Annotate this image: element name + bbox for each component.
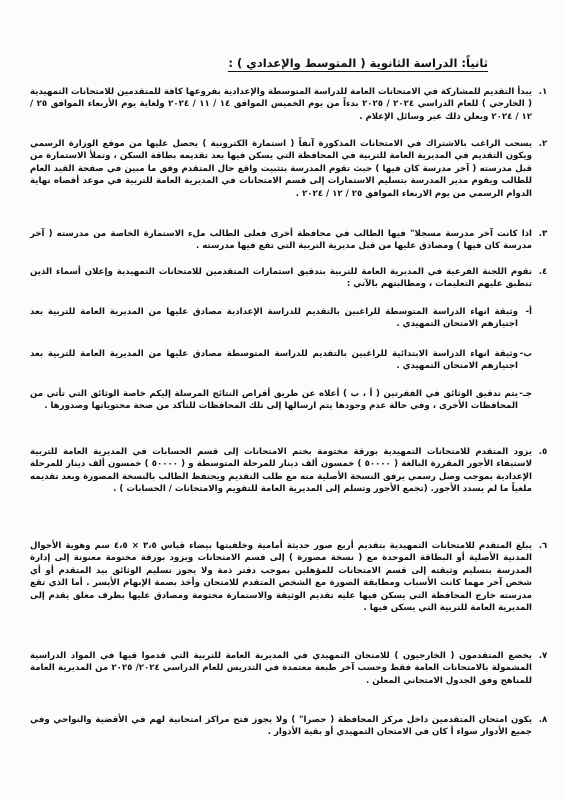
paragraph-number: ٢. (538, 139, 548, 149)
paragraph-text: يزود المتقدم للامتحانات التمهيدية بورقة مختومة بختم الامتحانات إلى قسم الحسابات في المديرية العامة للتربية لاستيفاء الأجور المقررة البالغة ( ٥٠٠٠٠ ) خمسون ألف دينار للمرحلة المتوسطة و ( ٥٠٠٠٠ ) خمسون ألف دينار للمرحلة الإعدادية بموجب وصل رسمي يرفق النسخة الأصلية منه مع طلب التقديم ويحتفظ الطالب بالنسخة المصورة وبعد تقديمه ملغياً ما لم يسدد الأجور. (تجمع الأجور وتسلم إلى المديرية العامة للتقويم والامتحانات / الحسابات ) . (30, 447, 532, 495)
paragraph-text: يكون امتحان المتقدمين داخل مركز المحافظة ( حصرا" ) ولا يجوز فتح مراكز امتحانية لهم في الأقضية والنواحي وفي جميع الأدوار سواء أ كان في الامتحان التمهيدي أو بقية الأدوار . (30, 715, 532, 738)
paragraph-3 (30, 228, 546, 253)
subitem-mark: جـ- (519, 389, 532, 399)
subitem-b (30, 348, 546, 373)
paragraph-text: يبدأ التقديم للمشاركة في الامتحانات العامة للدراسة المتوسطة والإعدادية بفروعها كافة للمتقدمين للامتحانات التمهيدية ( الخارجي ) للعام الدراسي ٢٠٢٤ / ٢٠٢٥ بدءاً من يوم الخميس الموافق ١٤ / ١١ / ٢٠٢٤ ولغاية يوم الأربعاء الموافق ٢٥ / ١٢ / ٢٠٢٤ ويعلن ذلك عبر وسائل الإعلام . (30, 87, 533, 122)
subitem-text: وثيقة انهاء الدراسة الابتدائية للراغبين بالتقديم للدراسة المتوسطة مصادق عليها من المديرية العامة للتربية بعد اجتيازهم الامتحان التمهيدي . (30, 349, 518, 372)
paragraph-number: ٣. (538, 229, 548, 239)
subitem-c (30, 388, 546, 413)
paragraph-5 (30, 446, 546, 496)
paragraph-number: ٨. (538, 715, 548, 725)
paragraph-2 (30, 138, 546, 200)
subitem-mark: أ- (525, 307, 532, 317)
subitem-text: وثيقة انهاء الدراسة المتوسطة للراغبين بالتقديم للدراسة الإعدادية مصادق عليها من المديرية العامة للتربية بعد اجتيازهم الامتحان التمهيدي . (30, 307, 518, 330)
section-heading: ثانياً: الدراسة الثانوية ( المتوسط والإعدادي ) : (228, 56, 488, 70)
paragraph-number: ٤. (538, 267, 548, 277)
paragraph-text: يبلغ المتقدم للامتحانات التمهيدية بتقديم أربع صور حديثة أمامية وخلفيتها بيضاء قياس ٣،٥ × ٤،٥ سم وهوية الأحوال المدنية الأصلية أو البطاقة الموحدة مع ( نسخة مصورة ) إلى قسم الامتحانات ويزود بورقة مختومة معنونة إلى إدارة المدرسة بتسليم وثيقته إلى قسم الامتحانات للمؤهلين بموجب دفتر ذمة ولا يجوز تسليم الوثائق بيد المتقدم أو أي شخص آخر مهما كانت الأسباب ومطابقة الصورة مع الشخص المتقدم للامتحان وأخذ بصمة الإبهام الأيسر . أما الذي تقع مدرسته خارج المحافظة التي يسكن فيها عليه تقديم الوثيقة والاستمارة مختومة ومصادق عليها بظرف مغلق يقدم إلى المديرية العامة للتربية التي يسكن فيها . (30, 541, 532, 614)
paragraph-number: ٧. (538, 651, 548, 661)
paragraph-number: ١. (538, 87, 548, 97)
paragraph-text: يسحب الراغب بالاشتراك في الامتحانات المذكورة آنفاً ( استمارة الكترونية ) يحصل عليها من موقع الوزارة الرسمي ويكون التقديم في المديرية العامة للتربية في المحافظة التي يسكن فيها بعد تقديمه بطاقة السكن ، وتملأ الاستمارة من قبل مدرسته ( آخر مدرسة كان فيها ) حيث تقوم المدرسة بتثبيت واقع حال المتقدم وفق ما مبين في صفحة القيد العام للطالب ويقوم مدير المدرسة بتسليم الاستمارات إلى قسم الامتحانات في المديرية العامة للتربية في موعد أقصاه نهاية الدوام الرسمي من يوم الاربعاء الموافق ٢٥ / ١٢ / ٢٠٢٤ . (30, 139, 532, 199)
subitem-text: يتم تدقيق الوثائق في الفقرتين ( أ ، ب ) أعلاه عن طريق أقراص النتائج المرسلة إليكم خاصة الوثائق التي تأتي من المحافظات الأخرى ، وفي حالة عدم وجودها يتم ارسالها إلى تلك المحافظات للتأكد من صحة محتوياتها وصدورها . (30, 389, 518, 412)
paragraph-7 (30, 650, 546, 687)
paragraph-text: تقوم اللجنة الفرعية في المديرية العامة للتربية بتدقيق استمارات المتقدمين للامتحانات التمهيدية وإعلان أسماء الذين تنطبق عليهم التعليمات ، ومطالبتهم بالآتي : (30, 267, 532, 290)
paragraph-number: ٥. (538, 447, 548, 457)
paragraph-6 (30, 540, 546, 614)
paragraph-number: ٦. (538, 541, 548, 551)
paragraph-8 (30, 714, 546, 739)
paragraph-4 (30, 266, 546, 291)
subitem-mark: ب- (519, 349, 532, 359)
paragraph-text: يخضع المتقدمون ( الخارجيون ) للامتحان التمهيدي في المديرية العامة للتربية التي قدموا فيها في المواد الدراسية المشمولة بالامتحانات العامة فقط وحسب آخر طبعة معتمدة في التدريس للعام الدراسي ٢٠٢٤/ ٢٠٢٥ من المديرية العامة للمناهج وفق الجدول الامتحاني المعلن . (30, 651, 532, 686)
paragraph-text: اذا كانت آخر مدرسة مسجلا" فيها الطالب في محافظة أخرى فعلى الطالب ملء الاستمارة الخاصة من مدرسته ( آخر مدرسة كان فيها ) ومصادق عليها من قبل مديرية التربية التي تقع فيها مدرسته . (30, 229, 532, 252)
paragraph-1 (30, 86, 546, 123)
subitem-a (30, 306, 546, 331)
